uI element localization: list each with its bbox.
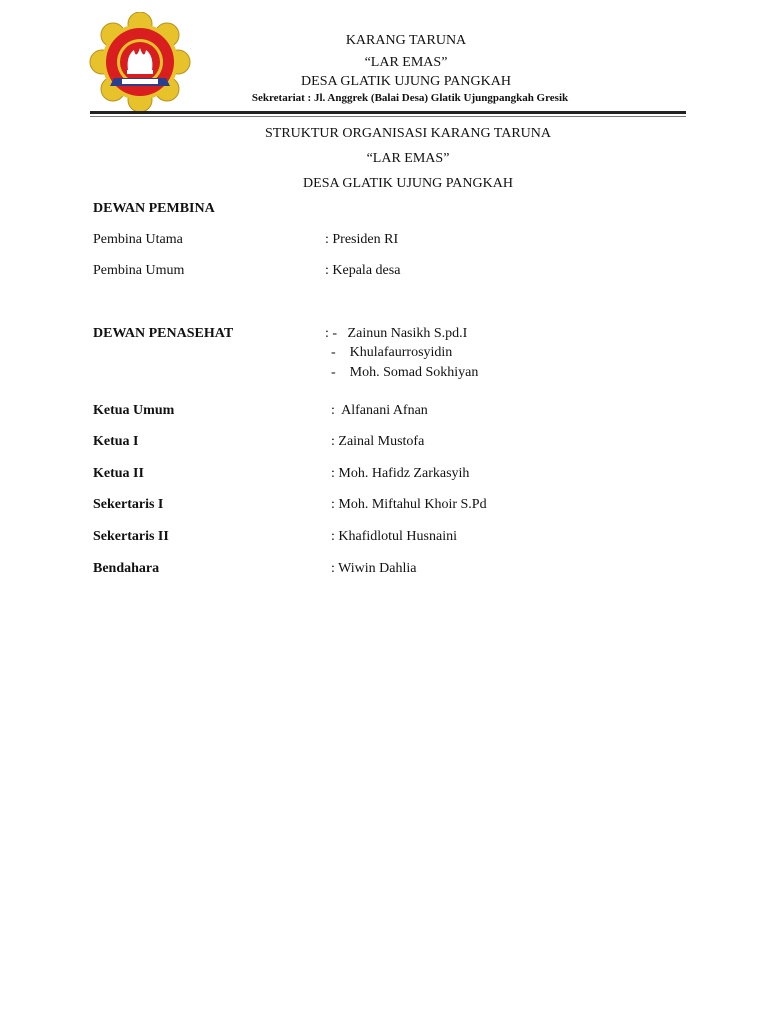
pembina-label: Pembina Umum [93, 263, 185, 278]
letterhead-org-name: KARANG TARUNA [345, 33, 467, 48]
pembina-label: Pembina Utama [93, 232, 183, 247]
pengurus-role-label: Ketua Umum [93, 403, 175, 418]
letterhead-divider-thin [90, 116, 686, 117]
pengurus-name: : Moh. Hafidz Zarkasyih [331, 466, 470, 481]
pengurus-role-label: Ketua I [93, 434, 139, 449]
pengurus-name: : Alfanani Afnan [331, 403, 428, 418]
document-subtitle-motto: “LAR EMAS” [366, 151, 450, 166]
dewan-penasehat-label: DEWAN PENASEHAT [93, 326, 234, 341]
pengurus-role-label: Bendahara [93, 561, 160, 576]
letterhead-motto: “LAR EMAS” [364, 55, 448, 70]
pengurus-name: : Zainal Mustofa [331, 434, 425, 449]
pengurus-name: : Khafidlotul Husnaini [331, 529, 457, 544]
penasehat-member: - Moh. Somad Sokhiyan [331, 365, 479, 380]
pembina-value: : Presiden RI [325, 232, 399, 247]
dewan-pembina-heading: DEWAN PEMBINA [93, 201, 215, 216]
pembina-value: : Kepala desa [325, 263, 401, 278]
letterhead-address: Sekretariat : Jl. Anggrek (Balai Desa) Glatik Ujungpangkah Gresik [251, 92, 569, 104]
pengurus-name: : Wiwin Dahlia [331, 561, 417, 576]
penasehat-member: - Khulafaurrosyidin [331, 345, 453, 360]
pengurus-role-label: Sekertaris I [93, 497, 164, 512]
karang-taruna-logo-icon [88, 12, 192, 112]
letterhead-divider [90, 111, 686, 114]
pengurus-role-label: Ketua II [93, 466, 144, 481]
pengurus-name: : Moh. Miftahul Khoir S.Pd [331, 497, 487, 512]
document-title: STRUKTUR ORGANISASI KARANG TARUNA [264, 126, 552, 141]
letterhead-village: DESA GLATIK UJUNG PANGKAH [301, 74, 511, 89]
pengurus-role-label: Sekertaris II [93, 529, 169, 544]
penasehat-member: : - Zainun Nasikh S.pd.I [325, 326, 468, 341]
document-subtitle-village: DESA GLATIK UJUNG PANGKAH [303, 176, 513, 191]
